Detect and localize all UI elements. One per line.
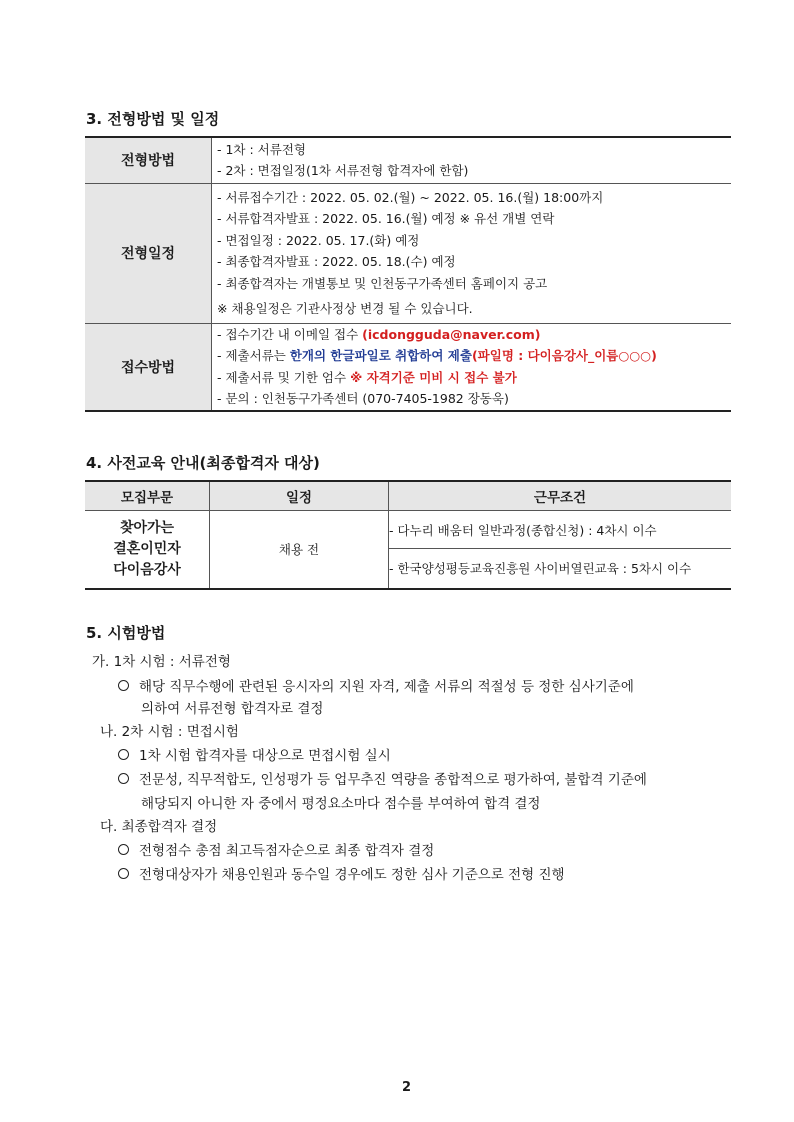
section-3-heading: 3. 전형방법 및 일정 bbox=[86, 110, 220, 128]
header-category: 모집부문 bbox=[85, 481, 210, 511]
emphasis-blue: 한개의 한글파일로 취합하여 제출 bbox=[289, 348, 472, 364]
condition-2: - 한국양성평등교육진흥원 사이버열린교육 : 5차시 이수 bbox=[389, 561, 692, 577]
header-schedule: 일정 bbox=[210, 481, 389, 511]
table-row bbox=[85, 183, 731, 323]
table-row bbox=[85, 511, 731, 549]
subsection-ga: 가. 1차 시험 : 서류전형 bbox=[92, 654, 231, 670]
list-item-continued: 의하여 서류전형 합격자로 결정 bbox=[141, 701, 324, 717]
list-item: 1차 시험 합격자를 대상으로 면접시험 실시 bbox=[118, 744, 391, 764]
section-5-heading: 5. 시험방법 bbox=[86, 624, 166, 642]
row-label-submission: 접수방법 bbox=[85, 323, 212, 411]
schedule-note: ※ 채용일정은 기관사정상 변경 될 수 있습니다. bbox=[217, 301, 473, 316]
schedule-cell: 채용 전 bbox=[210, 511, 389, 589]
emphasis-red: ※ 자격기준 미비 시 접수 불가 bbox=[350, 369, 517, 385]
subsection-da: 다. 최종합격자 결정 bbox=[100, 819, 218, 835]
line: - 1차 : 서류전형 bbox=[217, 141, 306, 157]
list-item: 전형점수 총점 최고득점자순으로 최종 합격자 결정 bbox=[118, 839, 434, 859]
header-conditions: 근무조건 bbox=[389, 481, 732, 511]
list-item: 전형대상자가 채용인원과 동수일 경우에도 정한 심사 기준으로 전형 진행 bbox=[118, 863, 565, 883]
table-header-row bbox=[85, 481, 731, 511]
list-item: 해당 직무수행에 관련된 응시자의 지원 자격, 제출 서류의 적절성 등 정한 심사기준에 bbox=[118, 675, 634, 695]
page-number: 2 bbox=[402, 1080, 412, 1095]
selection-table bbox=[85, 136, 731, 412]
category-cell: 찾아가는 결혼이민자 다이음강사 bbox=[85, 511, 210, 589]
table-row: 접수방법 - 접수기간 내 이메일 접수 (icdongguda@naver.com) - 제출서류는 한개의 한글파일로 취합하여 제출(파일명 : 다이음강사_이름○○○) - 제출서류 및 기한 엄수 ※ 자격기준 미비 시 접수 불가 - 문의 : 인천동구가족센터 (070-7405-1982 장동욱) bbox=[85, 323, 731, 411]
list-item-continued: 해당되지 아니한 자 중에서 평정요소마다 점수를 부여하여 합격 결정 bbox=[141, 796, 541, 812]
row-label-schedule: 전형일정 bbox=[85, 183, 212, 323]
row-label-method: 전형방법 bbox=[85, 137, 212, 183]
line: - 면접일정 : 2022. 05. 17.(화) 예정 bbox=[217, 232, 420, 248]
circle-bullet-icon bbox=[118, 868, 129, 879]
line: - 서류합격자발표 : 2022. 05. 16.(월) 예정 ※ 유선 개별 연락 bbox=[217, 211, 555, 226]
emphasis-red: (파일명 : 다이음강사_이름○○○) bbox=[471, 348, 657, 364]
email-address: (icdongguda@naver.com) bbox=[362, 326, 541, 342]
section-4-heading: 4. 사전교육 안내(최종합격자 대상) bbox=[86, 454, 320, 472]
training-table bbox=[85, 480, 731, 590]
circle-bullet-icon bbox=[118, 680, 129, 691]
condition-1: - 다누리 배움터 일반과정(종합신청) : 4차시 이수 bbox=[389, 511, 732, 549]
circle-bullet-icon bbox=[118, 844, 129, 855]
subsection-na: 나. 2차 시험 : 면접시험 bbox=[100, 724, 239, 740]
line: - 최종합격자는 개별통보 및 인천동구가족센터 홈페이지 공고 bbox=[217, 275, 548, 291]
circle-bullet-icon bbox=[118, 773, 129, 784]
list-item: 전문성, 직무적합도, 인성평가 등 업무추진 역량을 종합적으로 평가하여, 불합격 기준에 bbox=[118, 768, 647, 788]
line: - 2차 : 면접일정(1차 서류전형 합격자에 한함) bbox=[217, 163, 469, 179]
line: - 문의 : 인천동구가족센터 (070-7405-1982 장동욱) bbox=[217, 391, 509, 407]
table-row bbox=[85, 137, 731, 183]
circle-bullet-icon bbox=[118, 749, 129, 760]
line: - 서류접수기간 : 2022. 05. 02.(월) ~ 2022. 05. 16.(월) 18:00까지 bbox=[217, 189, 604, 205]
line: - 최종합격자발표 : 2022. 05. 18.(수) 예정 bbox=[217, 254, 456, 269]
